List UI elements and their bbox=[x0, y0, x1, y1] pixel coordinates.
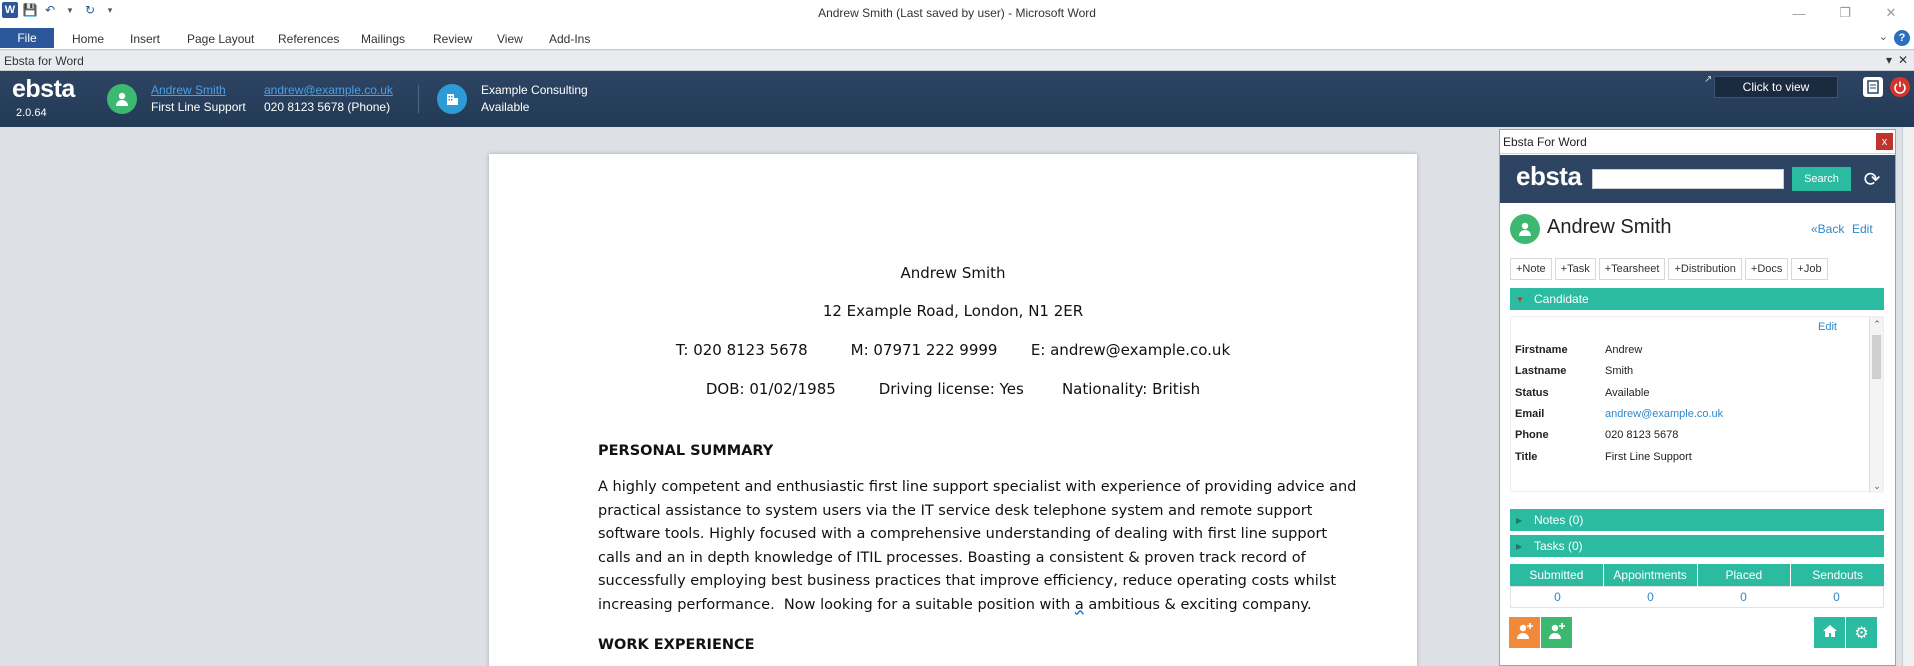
ebsta-version: 2.0.64 bbox=[16, 107, 47, 119]
tab-view[interactable]: View bbox=[497, 32, 523, 46]
back-link[interactable]: «Back bbox=[1811, 222, 1845, 236]
company-building-icon bbox=[437, 84, 467, 114]
document-icon[interactable] bbox=[1863, 77, 1883, 97]
tasks-section-header[interactable] bbox=[1510, 535, 1884, 557]
add-candidate-button[interactable] bbox=[1541, 617, 1572, 648]
pane-close-icon[interactable]: ✕ bbox=[1897, 53, 1908, 67]
ebsta-pane-header bbox=[0, 51, 1914, 71]
ebsta-logo: ebsta bbox=[12, 75, 75, 103]
click-to-view-button[interactable]: Click to view bbox=[1714, 76, 1838, 98]
summary-line-last bbox=[598, 594, 1318, 618]
add-note-button[interactable]: +Note bbox=[1510, 258, 1552, 280]
add-person-icon bbox=[1548, 622, 1566, 643]
stat-header: Sendouts bbox=[1791, 564, 1884, 586]
tab-page-layout[interactable]: Page Layout bbox=[187, 32, 255, 46]
field-email-link[interactable]: andrew@example.co.uk bbox=[1605, 408, 1724, 420]
minimize-icon[interactable]: — bbox=[1792, 5, 1806, 21]
stat-header: Submitted bbox=[1510, 564, 1604, 586]
field-value: First Line Support bbox=[1605, 451, 1692, 463]
field-value: Smith bbox=[1605, 365, 1634, 377]
title-bar bbox=[0, 0, 1914, 26]
collapsed-arrow-icon: ▶ bbox=[1516, 515, 1523, 525]
side-panel-titlebar bbox=[1500, 130, 1895, 154]
doc-name: Andrew Smith bbox=[900, 264, 1006, 282]
bar-divider bbox=[418, 85, 419, 113]
popout-icon[interactable]: ↗ bbox=[1704, 74, 1713, 85]
summary-line: successfully employing best business practices that improve efficiency, reduce operating costs whilst bbox=[598, 573, 1337, 589]
field-key: Phone bbox=[1515, 429, 1549, 441]
gear-icon: ⚙ bbox=[1854, 624, 1869, 642]
home-icon bbox=[1822, 623, 1838, 642]
notes-section-label: Notes (0) bbox=[1534, 513, 1584, 527]
summary-line: A highly competent and enthusiastic first line support specialist with experience of providing advice and bbox=[598, 479, 1357, 495]
scroll-up-icon[interactable]: ⌃ bbox=[1873, 318, 1881, 329]
word-app-icon[interactable]: W bbox=[2, 2, 18, 18]
field-value: Andrew bbox=[1605, 344, 1643, 356]
company-status: Available bbox=[481, 100, 530, 114]
candidate-avatar-icon bbox=[1510, 214, 1540, 244]
refresh-icon[interactable]: ⟳ bbox=[1863, 168, 1881, 191]
ribbon-tabs bbox=[0, 26, 1914, 50]
home-button[interactable] bbox=[1814, 617, 1845, 648]
side-panel-close-button[interactable]: x bbox=[1876, 133, 1893, 150]
tab-mailings[interactable]: Mailings bbox=[361, 32, 406, 46]
field-key: Status bbox=[1515, 387, 1549, 399]
side-panel-header bbox=[1500, 155, 1895, 203]
stats-table bbox=[1510, 564, 1884, 608]
add-contact-button[interactable] bbox=[1509, 617, 1540, 648]
power-icon[interactable] bbox=[1890, 77, 1910, 97]
save-icon[interactable]: 💾 bbox=[22, 3, 38, 17]
scroll-down-icon[interactable]: ⌄ bbox=[1873, 480, 1881, 491]
contact-email-link[interactable]: andrew@example.co.uk bbox=[264, 83, 393, 97]
doc-summary-heading: PERSONAL SUMMARY bbox=[598, 443, 774, 459]
stat-value-link[interactable]: 0 bbox=[1740, 590, 1747, 604]
stat-header: Appointments bbox=[1604, 564, 1698, 586]
tab-add-ins[interactable]: Add-Ins bbox=[549, 32, 591, 46]
summary-line: software tools. Highly focused with a comprehensive understanding of dealing with first line support bbox=[598, 526, 1328, 542]
window-scrollbar[interactable] bbox=[1902, 127, 1914, 666]
customize-toolbar-icon[interactable]: ▾ bbox=[107, 4, 113, 15]
summary-last-tail: ambitious & exciting company. bbox=[1083, 596, 1312, 613]
candidate-section-header[interactable] bbox=[1510, 288, 1884, 310]
scroll-thumb[interactable] bbox=[1872, 335, 1881, 379]
window-controls bbox=[1776, 0, 1914, 26]
tab-review[interactable]: Review bbox=[433, 32, 473, 46]
add-tearsheet-button[interactable]: +Tearsheet bbox=[1599, 258, 1666, 280]
tab-home[interactable]: Home bbox=[72, 32, 105, 46]
field-key: Firstname bbox=[1515, 344, 1568, 356]
summary-last-start: increasing performance. Now looking for a suitable position with bbox=[598, 596, 1075, 613]
add-distribution-button[interactable]: +Distribution bbox=[1668, 258, 1741, 280]
field-value: 020 8123 5678 bbox=[1605, 429, 1679, 441]
spelling-squiggle[interactable]: a bbox=[1074, 596, 1084, 613]
tab-file[interactable]: File bbox=[0, 28, 54, 48]
candidate-section-label: Candidate bbox=[1534, 292, 1589, 306]
doc-work-heading: WORK EXPERIENCE bbox=[598, 637, 755, 653]
expanded-arrow-icon: ▼ bbox=[1516, 294, 1524, 304]
side-panel-title: Ebsta For Word bbox=[1503, 135, 1587, 149]
restore-icon[interactable]: ❐ bbox=[1839, 5, 1851, 20]
document-page[interactable] bbox=[489, 154, 1417, 666]
add-person-icon bbox=[1516, 622, 1534, 643]
stat-value-link[interactable]: 0 bbox=[1833, 590, 1840, 604]
stat-value-link[interactable]: 0 bbox=[1554, 590, 1561, 604]
field-key: Lastname bbox=[1515, 365, 1567, 377]
candidate-name: Andrew Smith bbox=[1547, 216, 1672, 238]
side-search-button[interactable]: Search bbox=[1792, 167, 1851, 191]
company-name: Example Consulting bbox=[481, 83, 588, 97]
fields-scrollbar[interactable] bbox=[1869, 317, 1883, 493]
pane-menu-icon[interactable]: ▾ bbox=[1885, 53, 1892, 67]
field-key: Title bbox=[1515, 451, 1538, 463]
window-title: Andrew Smith (Last saved by user) - Microsoft Word bbox=[818, 6, 1096, 20]
field-key: Email bbox=[1515, 408, 1545, 420]
contact-avatar-icon bbox=[107, 84, 137, 114]
candidate-fields bbox=[1510, 316, 1884, 492]
pane-label: Ebsta for Word bbox=[4, 54, 84, 68]
ebsta-toolbar bbox=[0, 71, 1914, 127]
help-icon[interactable]: ? bbox=[1894, 30, 1910, 46]
edit-candidate-link[interactable]: Edit bbox=[1852, 222, 1873, 236]
settings-button[interactable] bbox=[1846, 617, 1877, 648]
contact-role: First Line Support bbox=[151, 100, 246, 114]
side-ebsta-logo: ebsta bbox=[1516, 161, 1582, 191]
field-value: Available bbox=[1605, 387, 1650, 399]
collapsed-arrow-icon: ▶ bbox=[1516, 541, 1523, 551]
undo-icon[interactable]: ↶ bbox=[44, 3, 56, 17]
undo-dropdown-icon[interactable]: ▼ bbox=[66, 5, 74, 15]
stat-header: Placed bbox=[1698, 564, 1792, 586]
redo-icon[interactable]: ↻ bbox=[84, 3, 96, 17]
stat-value-link[interactable]: 0 bbox=[1647, 590, 1654, 604]
tab-insert[interactable]: Insert bbox=[130, 32, 161, 46]
notes-section-header[interactable] bbox=[1510, 509, 1884, 531]
add-task-button[interactable]: +Task bbox=[1555, 258, 1596, 280]
candidate-actions bbox=[1510, 258, 1828, 280]
add-docs-button[interactable]: +Docs bbox=[1745, 258, 1789, 280]
ebsta-side-panel bbox=[1499, 129, 1896, 666]
doc-summary-paragraph bbox=[598, 476, 1357, 617]
add-job-button[interactable]: +Job bbox=[1791, 258, 1827, 280]
edit-fields-link[interactable]: Edit bbox=[1818, 321, 1837, 333]
contact-name-link[interactable]: Andrew Smith bbox=[151, 83, 226, 97]
tasks-section-label: Tasks (0) bbox=[1534, 539, 1583, 553]
summary-line: calls and an in depth knowledge of ITIL processes. Boasting a consistent & proven track record of bbox=[598, 549, 1306, 566]
summary-line: practical assistance to system users via the IT service desk telephone system and remote support bbox=[598, 502, 1313, 519]
tab-references[interactable]: References bbox=[278, 32, 340, 46]
ribbon-collapse-icon[interactable]: ⌄ bbox=[1878, 31, 1888, 43]
contact-phone: 020 8123 5678 (Phone) bbox=[264, 100, 391, 114]
doc-contact-line: T: 020 8123 5678 M: 07971 222 9999 E: andrew@example.co.uk bbox=[675, 341, 1231, 359]
close-window-icon[interactable]: ✕ bbox=[1885, 5, 1897, 20]
doc-address: 12 Example Road, London, N1 2ER bbox=[822, 302, 1084, 320]
side-search-input[interactable] bbox=[1592, 169, 1784, 189]
stats-value-row bbox=[1510, 586, 1884, 608]
doc-details-line: DOB: 01/02/1985 Driving license: Yes Nationality: British bbox=[705, 380, 1201, 398]
stats-header-row bbox=[1510, 564, 1884, 586]
